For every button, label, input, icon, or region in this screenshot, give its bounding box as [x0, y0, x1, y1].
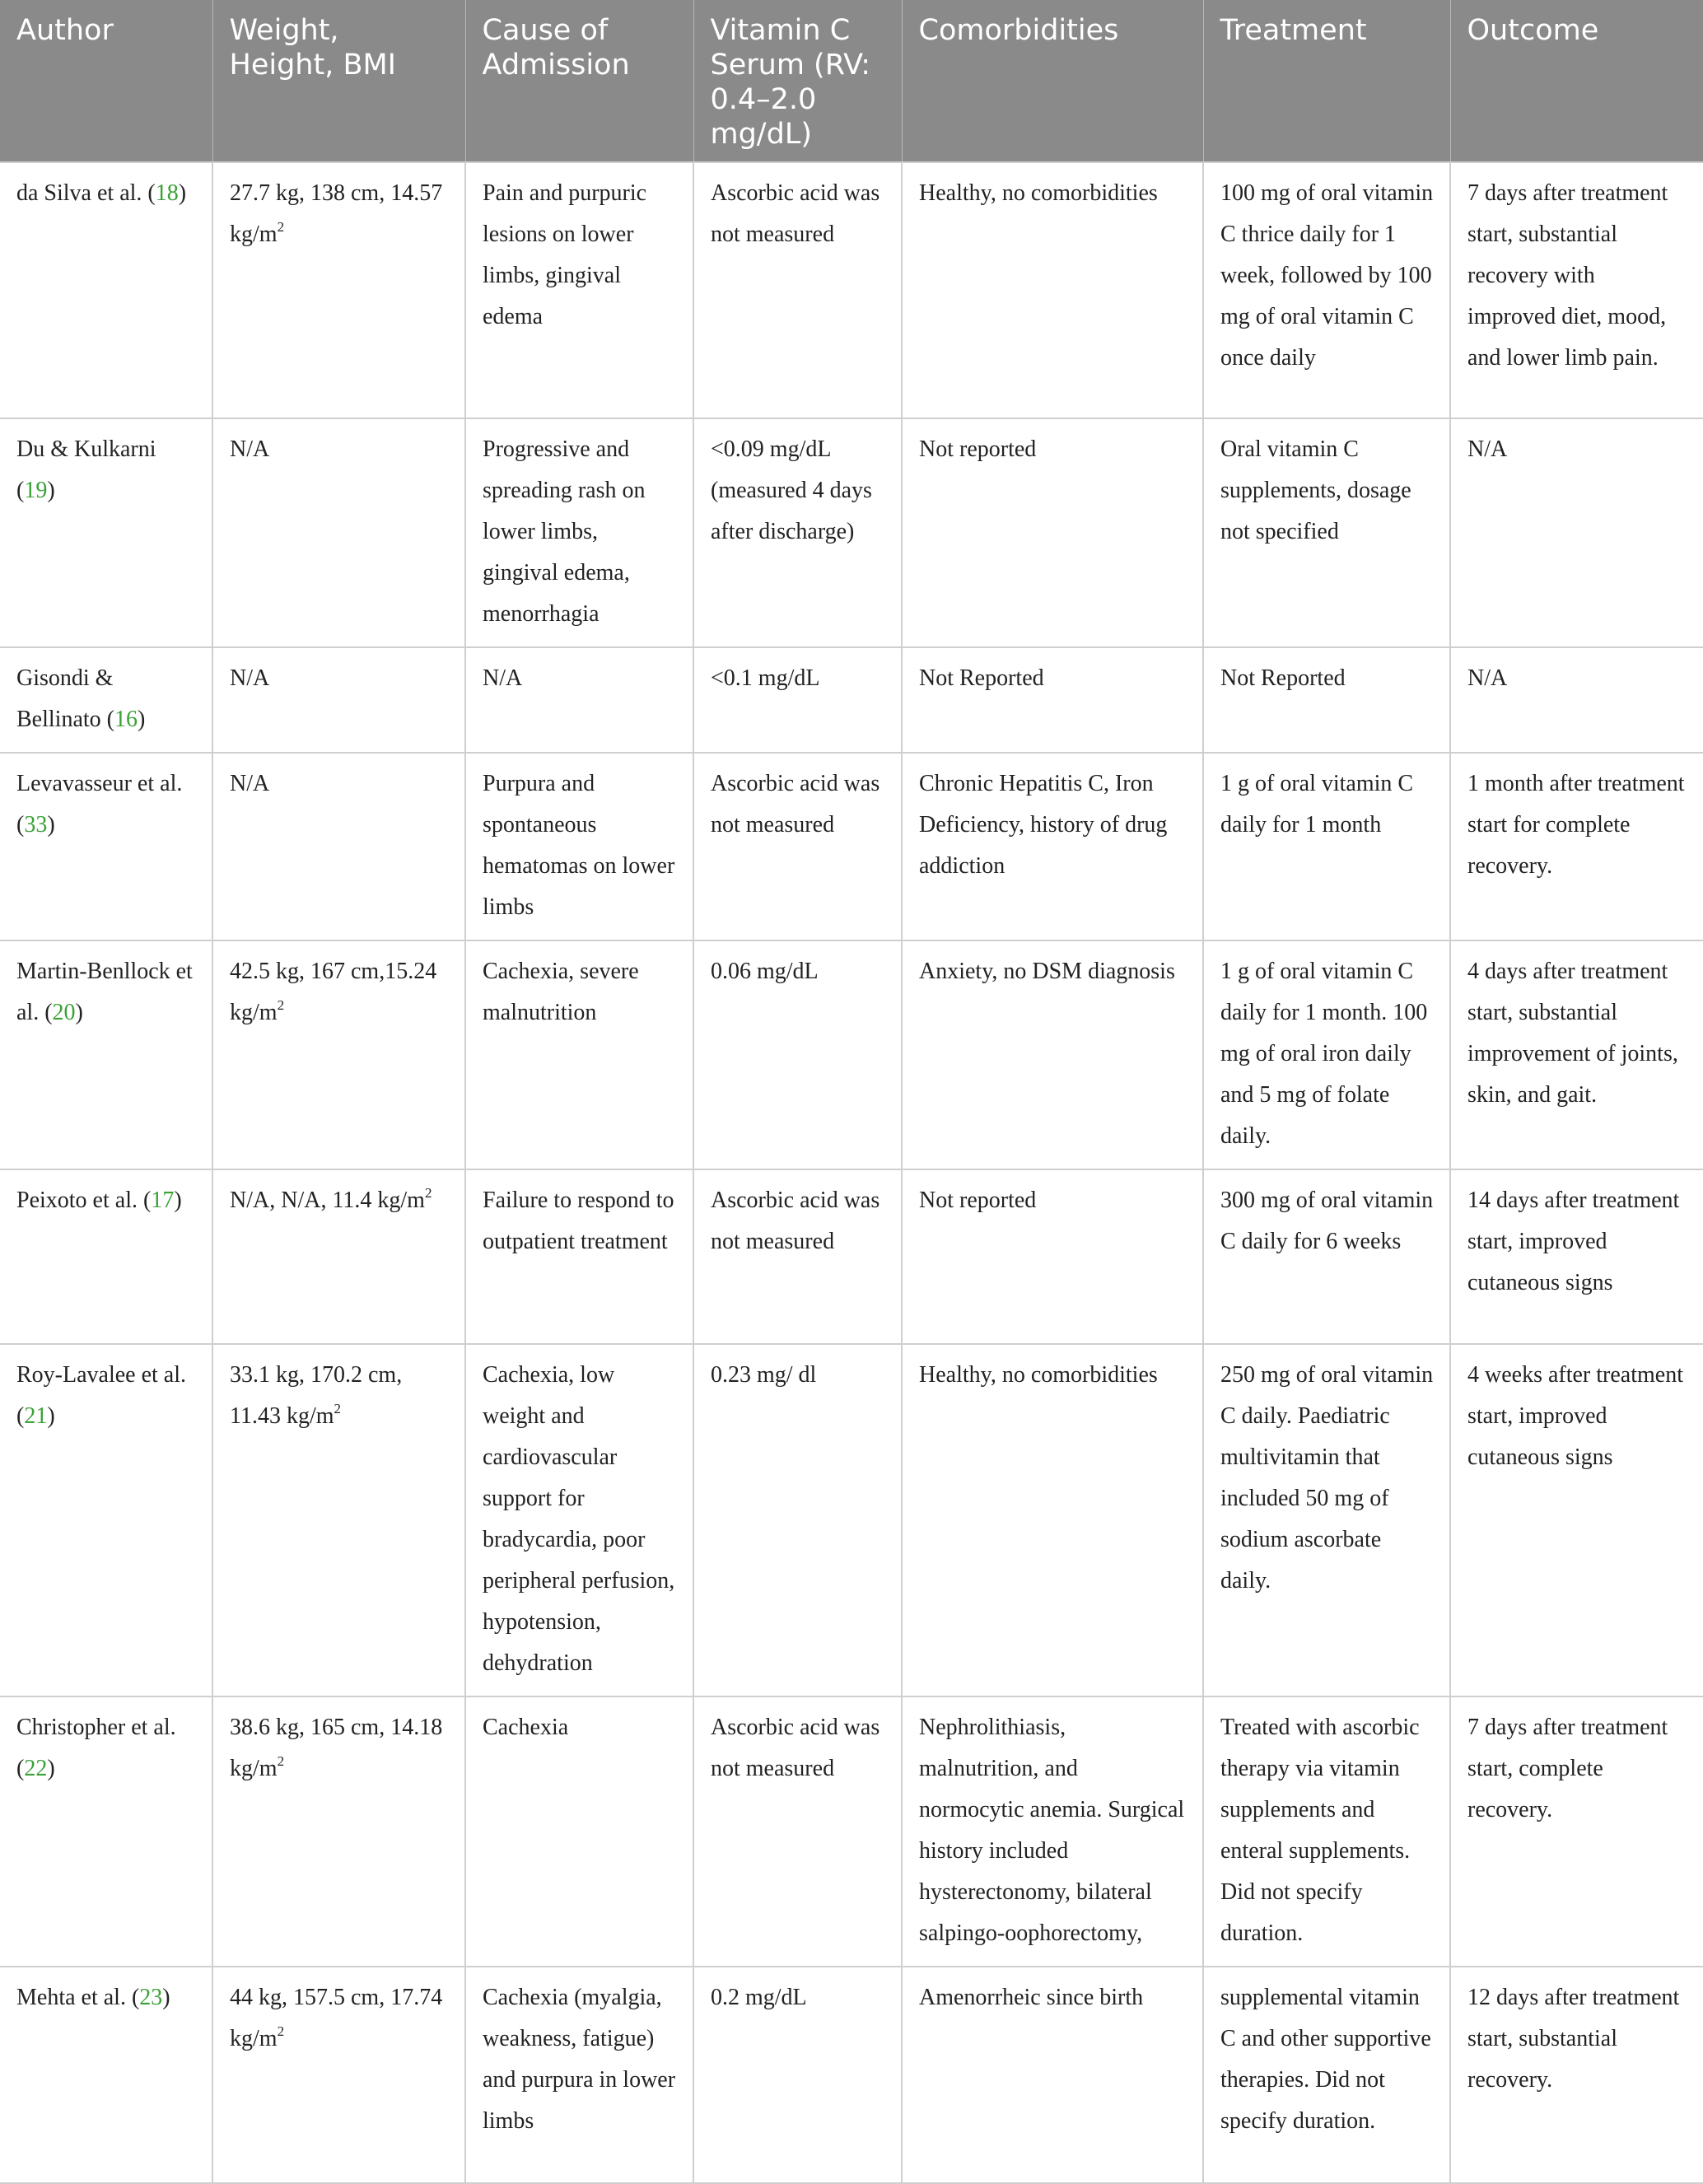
- cause-cell: Pain and purpuric lesions on lower limbs, gingival edema: [465, 162, 693, 418]
- comorbidities-cell: Healthy, no comorbidities: [902, 1344, 1203, 1696]
- author-name: Martin-Benllock et al.: [16, 959, 193, 1025]
- comorbidities-cell: Anxiety, no DSM diagnosis: [902, 940, 1203, 1169]
- author-cell: Peixoto et al. (17): [0, 1169, 212, 1344]
- column-header-outcome: Outcome: [1450, 0, 1703, 162]
- author-name: da Silva et al.: [16, 180, 142, 206]
- comorbidities-cell: Amenorrheic since birth: [902, 1967, 1203, 2183]
- outcome-cell: N/A: [1450, 418, 1703, 647]
- cause-cell: Cachexia (myalgia, weakness, fatigue) and purpura in lower limbs: [465, 1967, 693, 2183]
- reference-link[interactable]: 21: [24, 1403, 48, 1429]
- weight-value: N/A: [230, 665, 270, 691]
- comorbidities-cell: Not reported: [902, 418, 1203, 647]
- superscript: 2: [334, 1400, 342, 1416]
- superscript: 2: [277, 996, 285, 1013]
- reference-link[interactable]: 20: [52, 1000, 76, 1025]
- vitamin-c-cell: Ascorbic acid was not measured: [693, 753, 902, 940]
- table-row: [0, 940, 1703, 1169]
- author-cell: Martin-Benllock et al. (20): [0, 940, 212, 1169]
- outcome-cell: 14 days after treatment start, improved cutaneous signs: [1450, 1169, 1703, 1344]
- outcome-cell: 12 days after treatment start, substantial recovery.: [1450, 1967, 1703, 2183]
- column-header-weight: Weight, Height, BMI: [212, 0, 465, 162]
- comorbidities-cell: Not reported: [902, 1169, 1203, 1344]
- comorbidities-cell: Chronic Hepatitis C, Iron Deficiency, history of drug addiction: [902, 753, 1203, 940]
- reference-link[interactable]: 18: [155, 180, 179, 206]
- outcome-cell: 4 weeks after treatment start, improved cutaneous signs: [1450, 1344, 1703, 1696]
- table-row: [0, 1696, 1703, 1967]
- superscript: 2: [424, 1184, 432, 1201]
- column-header-author: Author: [0, 0, 212, 162]
- vitamin-c-cell: Ascorbic acid was not measured: [693, 1696, 902, 1967]
- vitamin-c-cell: <0.1 mg/dL: [693, 647, 902, 753]
- cause-cell: Cachexia, low weight and cardiovascular support for bradycardia, poor peripheral perfusion, hypotension, dehydration: [465, 1344, 693, 1696]
- reference-link[interactable]: 23: [139, 1985, 163, 2010]
- outcome-cell: 7 days after treatment start, complete recovery.: [1450, 1696, 1703, 1967]
- vitamin-c-cell: Ascorbic acid was not measured: [693, 162, 902, 418]
- table-header: [0, 0, 1703, 162]
- author-cell: Levavasseur et al. (33): [0, 753, 212, 940]
- weight-value: N/A, N/A, 11.4 kg/m: [230, 1188, 425, 1213]
- reference-link[interactable]: 22: [24, 1756, 48, 1781]
- outcome-cell: 7 days after treatment start, substantial recovery with improved diet, mood, and lower limb pain.: [1450, 162, 1703, 418]
- superscript: 2: [277, 2023, 285, 2039]
- column-header-cause: Cause of Admission: [465, 0, 693, 162]
- author-cell: Mehta et al. (23): [0, 1967, 212, 2183]
- weight-cell: [212, 647, 465, 753]
- superscript: 2: [277, 218, 285, 235]
- cause-cell: N/A: [465, 647, 693, 753]
- weight-cell: [212, 1696, 465, 1967]
- superscript: 2: [277, 1752, 285, 1769]
- weight-cell: [212, 940, 465, 1169]
- weight-value: 42.5 kg, 167 cm,15.24 kg/m: [230, 959, 437, 1025]
- table-row: [0, 753, 1703, 940]
- treatment-cell: Not Reported: [1203, 647, 1450, 753]
- outcome-cell: N/A: [1450, 647, 1703, 753]
- weight-cell: [212, 753, 465, 940]
- author-cell: Du & Kulkarni (19): [0, 418, 212, 647]
- weight-value: 38.6 kg, 165 cm, 14.18 kg/m: [230, 1715, 443, 1781]
- treatment-cell: Treated with ascorbic therapy via vitamin supplements and enteral supplements. Did not specify duration.: [1203, 1696, 1450, 1967]
- vitamin-c-cell: Ascorbic acid was not measured: [693, 1169, 902, 1344]
- comorbidities-cell: Not Reported: [902, 647, 1203, 753]
- author-cell: Gisondi & Bellinato (16): [0, 647, 212, 753]
- table-body: [0, 162, 1703, 2183]
- header-row: [0, 0, 1703, 162]
- author-name: Peixoto et al.: [16, 1188, 138, 1213]
- weight-value: N/A: [230, 771, 270, 796]
- cause-cell: Failure to respond to outpatient treatment: [465, 1169, 693, 1344]
- treatment-cell: 1 g of oral vitamin C daily for 1 month. 100 mg of oral iron daily and 5 mg of folate daily.: [1203, 940, 1450, 1169]
- table-row: [0, 1169, 1703, 1344]
- outcome-cell: 4 days after treatment start, substantial improvement of joints, skin, and gait.: [1450, 940, 1703, 1169]
- author-name: Du & Kulkarni: [16, 436, 156, 462]
- table-row: [0, 162, 1703, 418]
- vitamin-c-cell: <0.09 mg/dL (measured 4 days after discharge): [693, 418, 902, 647]
- author-name: Mehta et al.: [16, 1985, 126, 2010]
- table-row: [0, 647, 1703, 753]
- vitamin-c-cell: 0.2 mg/dL: [693, 1967, 902, 2183]
- column-header-treatment: Treatment: [1203, 0, 1450, 162]
- comorbidities-cell: Nephrolithiasis, malnutrition, and normocytic anemia. Surgical history included hysterectonomy, bilateral salpingo-oophorectomy,: [902, 1696, 1203, 1967]
- comorbidities-cell: Healthy, no comorbidities: [902, 162, 1203, 418]
- column-header-vitamin-c: Vitamin C Serum (RV: 0.4–2.0 mg/dL): [693, 0, 902, 162]
- weight-cell: [212, 1344, 465, 1696]
- cause-cell: Purpura and spontaneous hematomas on lower limbs: [465, 753, 693, 940]
- table-row: [0, 418, 1703, 647]
- weight-value: 33.1 kg, 170.2 cm, 11.43 kg/m: [230, 1362, 403, 1429]
- treatment-cell: 300 mg of oral vitamin C daily for 6 weeks: [1203, 1169, 1450, 1344]
- cause-cell: Cachexia: [465, 1696, 693, 1967]
- table-row: [0, 1967, 1703, 2183]
- cause-cell: Cachexia, severe malnutrition: [465, 940, 693, 1169]
- treatment-cell: supplemental vitamin C and other supportive therapies. Did not specify duration.: [1203, 1967, 1450, 2183]
- reference-link[interactable]: 17: [151, 1188, 175, 1213]
- table-row: [0, 1344, 1703, 1696]
- weight-value: N/A: [230, 436, 270, 462]
- cause-cell: Progressive and spreading rash on lower limbs, gingival edema, menorrhagia: [465, 418, 693, 647]
- reference-link[interactable]: 33: [24, 812, 48, 838]
- column-header-comorbidities: Comorbidities: [902, 0, 1203, 162]
- treatment-cell: 250 mg of oral vitamin C daily. Paediatric multivitamin that included 50 mg of sodium ascorbate daily.: [1203, 1344, 1450, 1696]
- author-cell: Roy-Lavalee et al. (21): [0, 1344, 212, 1696]
- vitamin-c-cell: 0.23 mg/ dl: [693, 1344, 902, 1696]
- reference-link[interactable]: 19: [24, 478, 48, 503]
- weight-cell: [212, 1967, 465, 2183]
- author-cell: Christopher et al. (22): [0, 1696, 212, 1967]
- weight-cell: [212, 162, 465, 418]
- weight-cell: [212, 1169, 465, 1344]
- author-cell: da Silva et al. (18): [0, 162, 212, 418]
- treatment-cell: 1 g of oral vitamin C daily for 1 month: [1203, 753, 1450, 940]
- vitamin-c-cell: 0.06 mg/dL: [693, 940, 902, 1169]
- author-name: Levavasseur et al.: [16, 771, 183, 796]
- author-name: Gisondi & Bellinato: [16, 665, 114, 732]
- weight-value: 27.7 kg, 138 cm, 14.57 kg/m: [230, 180, 443, 247]
- author-name: Roy-Lavalee et al.: [16, 1362, 187, 1388]
- treatment-cell: Oral vitamin C supplements, dosage not specified: [1203, 418, 1450, 647]
- outcome-cell: 1 month after treatment start for complete recovery.: [1450, 753, 1703, 940]
- weight-value: 44 kg, 157.5 cm, 17.74 kg/m: [230, 1985, 443, 2051]
- weight-cell: [212, 418, 465, 647]
- treatment-cell: 100 mg of oral vitamin C thrice daily for 1 week, followed by 100 mg of oral vitamin C once daily: [1203, 162, 1450, 418]
- reference-link[interactable]: 16: [114, 707, 138, 732]
- author-name: Christopher et al.: [16, 1715, 176, 1740]
